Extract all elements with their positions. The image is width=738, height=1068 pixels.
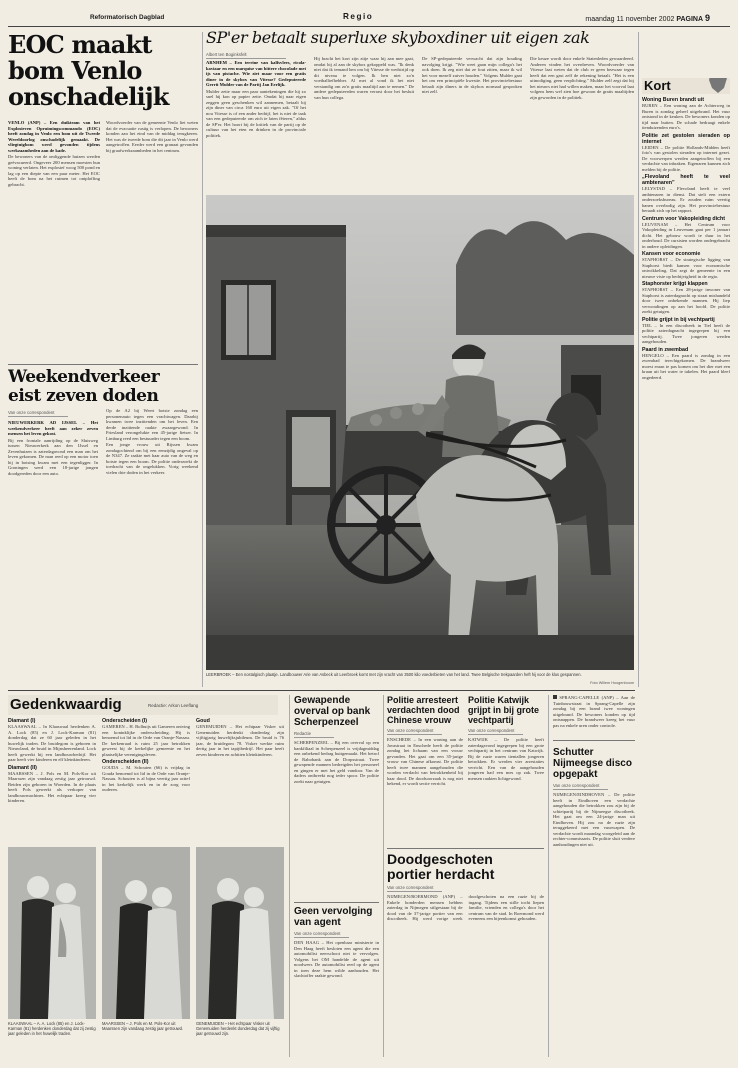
skybox-byline: Albert ten Boginksfelt: [206, 52, 286, 59]
gedenk-col3: Goud GENEMUIDEN – Het echtpaar Visker uit Genemuiden herdenkt donderdag zijn vijftigjarig huwelijksjubileum. De bruid is 76 jaar, de bruidegom 78. Visker werkte ruim dertig jaar in het tapijtbedrijf. Het paar heeft zeven kinderen en achttien kleinkinderen.: [196, 718, 284, 757]
article-dood: [387, 852, 544, 1057]
gedenk-header: [8, 695, 278, 715]
bottom-top-rule: [8, 690, 635, 691]
schutter-text: NIJMEGEN/EINDHOVEN – De politie heeft in Eindhoven een verdachte aangehouden die betrokken zou zijn bij de schietpartij bij de Nijmeegse discotheek. Het gaat om een 24-jarige man uit Eindhoven. Hij zou na de ruzie zijn teruggekeerd met een vuurwapen. De verdachte wordt maandag voorgeleid aan de rechter-commissaris. De politie sluit verdere aanhoudingen niet uit.: [553, 792, 635, 847]
venlo-col1: VENLO (ANP) – Een duikteam van het Explosieven Opruimingscommando (EOC) heeft zondag in Venlo een bom uit de Tweede Wereldoorlog onschadelijk gemaakt. De vliegtuigbom werd gevonden tijdens werkzaamheden aan de kade. De bewoners van de omliggende huizen werden geëvacueerd. Ongeveer 200 mensen moesten hun woning verlaten. Het explosief woog 500 pond en lag op een diepte van een paar meter. Het EOC heeft de bom na het ruimen tot ontploffing gebracht.: [8, 120, 100, 187]
gedenk-caption-klaaswaal: KLAASWAAL – A. A. Lock (85) en J. Lock-Karman (81) herdenken donderdag dat zij zestig jaar geleden in het huwelijk traden.: [8, 1021, 96, 1036]
article-sprang: SPRANG-CAPELLE (ANP) – Aan de Tuinbouwstraat in Sprang-Capelle zijn zondag bij een brand twee woningen uitgebrand. De bewoners konden op tijd ontsnappen. De brandweer kreeg het vuur pas na enkele uren onder controle.: [553, 695, 635, 728]
divider-v2: [638, 32, 639, 687]
weekend-headline: Weekendverkeer eist zeven doden: [8, 368, 160, 406]
politie1-headline: Politie arresteert verdachten dood Chinese vrouw: [387, 695, 460, 725]
masthead-rule: [8, 26, 730, 27]
photo-farmer-horses: [206, 195, 634, 670]
skybox-headline: SP'er betaalt superluxe skyboxdiner uit eigen zak: [206, 28, 590, 47]
skybox-col3: De SP-gedeputeerde verwacht dat zijn houding navolging krijgt. "Wie weet gaan mijn collega's het ook doen. Ik zeg niet dat ze fout zitten, maar ik wil het voor mezelf zuiver houden." Volgens Mulder gaat het om een principiële kwestie. Het provinciebestuur betaalt zijn diners in de skybox normaal gesproken niet zelf.: [422, 56, 522, 94]
article-politie2: [468, 695, 544, 835]
photo-main-caption: LEERBROEK – Een nostalgisch plaatje. Landbouwer Arie van Asbeck uit Leerbroek komt met zijn vracht van 3500 kilo voederbieten van het land. Twee Belgische trekpaarden heft hij voor de klus gespannen. Foto Willem Hoogenboom: [206, 672, 634, 685]
gedenk-title: Gedenkwaardig: [10, 696, 122, 713]
gedenk-caption-maarssen: MAARSSEN – J. Pols en M. Pols-Kor uit Maarssen zijn vandaag zestig jaar getrouwd.: [102, 1021, 184, 1031]
geen-text: DEN HAAG – Het openbaar ministerie in Den Haag heeft besloten een agent die een automobilist neerschoot niet te vervolgen. Volgens het OM handelde de agent uit noodweer. De automobilist reed op de agent in toen deze hem wilde aanhouden. Het slachtoffer raakte gewond.: [294, 940, 379, 978]
weekend-col1: NIEUWERKERK AD IJSSEL – Het weekendverkeer heeft aan zeker zeven mensen het leven gekost. Bij een frontale aanrijding op de Sluisweg tussen Nieuwerkerk aan den IJssel en Zevenhuizen is zaterdagavond een man om het leven gekomen. De man reed op een motor toen hij in botsing kwam met een tegenligger. In Groningen werd een 18-jarige jongen doodgereden door een auto.: [8, 420, 98, 476]
divider-geen: [294, 902, 379, 903]
kort-list: [642, 97, 730, 1057]
divider-schutter: [553, 740, 635, 741]
gedenk-caption-genemuiden: GENEMUIDEN – Het echtpaar Visker uit Genemuiden herdenkt donderdag dat zij vijftig jaar getrouwd zijn.: [196, 1021, 280, 1036]
venlo-headline: EOC maakt bom Venlo onschadelijk: [8, 32, 169, 111]
dood-text: NIJMEGEN/ROERMOND (ANP) – Enkele honderden mensen hebben zaterdag in Nijmegen stilgestaan bij de dood van de 37-jarige portier van een discotheek. Hij werd vorige week doodgeschoten na een ruzie bij de ingang. Tijdens een stille tocht liepen familie, vrienden en collega's door het centrum van de stad. In Roermond werd eveneens een bijeenkomst gehouden.: [387, 894, 544, 921]
article-weekend: [8, 368, 198, 684]
gedenk-photo-klaaswaal: [8, 847, 96, 1019]
politie1-byline: Van onze correspondent: [387, 728, 442, 735]
gedenk-col2: Onderscheiden (I) GAMEREN – H. Bolhuijs uit Gameren ontving een koninklijke onderscheiding. Hij is benoemd tot lid in de Orde van Oranje-Nassau. De kerkenraad is ruim 25 jaar betrokken geweest bij de kerkelijke gemeente en het plaatselijke verenigingsleven. Onderscheiden (II) GOUDA – M. Schouten (66) is vrijdag in Gouda benoemd tot lid in de Orde van Oranje-Nassau. Schouten is al bijna veertig jaar actief in het kerkelijk werk en in de zorg voor ouderen.: [102, 718, 190, 792]
politie2-headline: Politie Katwijk grijpt in bij grote vechtpartij: [468, 695, 539, 725]
photo-farmer-horses-graphic: [206, 195, 634, 670]
politie2-byline: Van onze correspondent: [468, 728, 523, 735]
gedenk-col1: Diamant (I) KLAASWAAL – In Klaaswaal herdenken A. A. Lock (85) en J. Lock-Karman (81) donderdag dat ze 60 jaar geleden in het huwelijk traden. De bruidegom is geboren in Nieuwland, de bruid in Mijnsheerenland. Lock heeft gewerkt bij een landbouwbedrijf. Het paar heeft vier kinderen en elf kleinkinderen. Diamant (II) MAARSSEN – J. Pols en M. Pols-Kor uit Maarssen zijn vandaag zestig jaar getrouwd. Beiden zijn geboren in Woerden. In de plaats heeft Pols gewerkt als verkoper van landbouwmachines. Het echtpaar kreeg vier kinderen.: [8, 718, 96, 803]
skybox-col1: ARNHEM – Een terrine van kalfsvlees, ricola-kaviaar en een marquise van bittere chocolade met ijs van pistache. Wie ziet maar voor een gratis diner in de skybox van Vitesse? Gedeputeerde Gerrit Mulder van de Partij Jan Eerlijk. Mulder zette maar een paar aantekeningen die hij zo snel hij kon op papier zette. Omdat hij naar eigen zeggen geen geschenken wil aannemen, betaalt hij zijn diner van circa 160 euro uit eigen zak. "Of het nou Vitesse is of een ander bedrijf, het is niet de taak van een gedeputeerde om zich te laten fêteren," aldus de SP'er. Het hoort bij de kritiek van de partij op de cultuur van het eten en drinken in de provinciale politiek.: [206, 60, 306, 138]
masthead-paper: Reformatorisch Dagblad: [90, 14, 165, 21]
venlo-col2: Woordvoerder van de gemeente Venlo liet weten dat de evacuatie rustig is verlopen. De bewoners konden aan het eind van de middag terugkeren. Het was de tweede bom die dit jaar in Venlo werd aangetroffen. Eerder werd een granaat gevonden bij graafwerkzaamheden in het centrum.: [106, 120, 198, 153]
divider-v1: [202, 32, 203, 687]
article-schutter: [553, 747, 635, 1057]
gedenk-editor: Redactie: Arkon Leeflang: [148, 703, 199, 708]
photo-main-credit: Foto Willem Hoogenboom: [590, 681, 634, 685]
politie1-text: ENSCHEDE – In een woning aan de Javastraat in Enschede heeft de politie zondag het lichaam van een vrouw gevonden. Het gaat om een 35-jarige vrouw van Chinese afkomst. De politie heeft twee mannen aangehouden die worden verdacht van betrokkenheid bij haar dood. De doodsoorzaak is nog niet bekend, er wordt sectie verricht.: [387, 737, 463, 786]
politie2-text: KATWIJK – De politie heeft zaterdagavond ingegrepen bij een grote vechtpartij in het centrum van Katwijk. Bij de ruzie waren tientallen jongeren betrokken. Er werden vier arrestaties verricht. Een van de aangehouden jongeren had een mes op zak. Twee mensen raakten lichtgewond.: [468, 737, 544, 781]
gewapende-headline: Gewapende overval op bank Scherpenzeel: [294, 695, 371, 728]
newspaper-page: [8, 12, 730, 1060]
sprang-bullet-icon: [553, 695, 557, 699]
skybox-col4: Die keuze wordt door enkele Statenleden gewaardeerd. Anderen vinden het overdreven. Woordvoerder van Vitesse laat weten dat de club er geen bezwaar tegen heeft dat een gast zelf de rekening betaalt. "Het is een uitnodiging, geen verplichting." Mulder zelf zegt dat hij het nieuws niet had willen maken, maar het voorval laat volgens hem wel zien hoe gewoon de gratis maaltijden zijn geworden in de politiek.: [530, 56, 634, 100]
kort-header: [642, 78, 730, 94]
divider-v4: [383, 695, 384, 1057]
article-venlo: [8, 32, 198, 382]
masthead-date: maandag 11 november 2002 PAGINA 9: [585, 13, 710, 23]
gewapende-text: SCHERPENZEEL – Bij een overval op een bankfiliaal in Scherpenzeel is vrijdagmiddag een onbekend bedrag buitgemaakt. Het betrof de Rabobank aan de Dorpsstraat. Twee gewapende mannen bedreigden het personeel en gingen er met het geld vandoor. Van de daders ontbreekt nog ieder spoor. De politie zoekt naar getuigen.: [294, 740, 379, 784]
dood-headline: Doodgeschoten portier herdacht: [387, 852, 495, 882]
schutter-headline: Schutter Nijmeegse disco opgepakt: [553, 747, 632, 780]
kort-item-5: Staphorster krijgt klappen STAPHORST – Een 28-jarige inwoner van Staphorst is zaterdagnacht op straat mishandeld door twee onbekende mannen. Hij liep verwondingen op aan het hoofd. De politie zoekt getuigen.: [642, 281, 730, 314]
gedenk-photo-maarssen: [102, 847, 190, 1019]
divider-v3: [289, 695, 290, 1057]
kort-item-1: Politie zet gestolen sieraden op internet LEIDEN – De politie Hollands-Midden heeft foto's van gestolen sieraden op internet gezet. De voorwerpen werden aangetroffen bij een verdachte van inbraken. Eigenaren kunnen zich melden bij de politie.: [642, 132, 730, 172]
kort-title: Kort: [644, 78, 671, 93]
netherlands-map-icon: [706, 78, 728, 94]
masthead-section: Regio: [343, 12, 374, 21]
article-politie1: [387, 695, 463, 835]
gedenk-photo-genemuiden: [196, 847, 284, 1019]
geen-byline: Van onze correspondent: [294, 931, 349, 938]
kort-item-7: Paard in zwembad HENGELO – Een paard is zondag in een zwembad terechtgekomen. De brandweer moest eraan te pas komen om het dier met een kraan uit het water te takelen. Het paard bleef ongedeerd.: [642, 346, 730, 380]
weekend-byline: Van onze correspondent: [8, 410, 68, 417]
kort-item-0: Woning Buren brandt uit BUREN – Een woning aan de Achterweg in Buren is zondag geheel uitgebrand. Het vuur ontstond in de keuken. De bewoners konden op tijd naar buiten. De schade bedraagt enkele tienduizenden euro's.: [642, 97, 730, 130]
gewapende-byline: Redactie: [294, 731, 334, 738]
masthead: [8, 12, 730, 26]
divider-v5: [548, 695, 549, 1057]
kort-item-3: Centrum voor Vakopleiding dicht LEUVENAM – Het Centrum voor Vakopleiding in Leuvenam gaat per 1 januari dicht. Het gebouw wordt te duur in het onderhoud. De cursisten worden ondergebracht in andere opleidingen.: [642, 215, 730, 249]
geen-headline: Geen vervolging van agent: [294, 906, 373, 928]
kort-item-6: Politie grijpt in bij vechtpartij TIEL – In een discotheek in Tiel heeft de politie zaterdagnacht ingegrepen bij een vechtpartij. Twee jongeren werden aangehouden.: [642, 316, 730, 344]
kort-item-2: „Flevoland heeft te veel ambtenaren” LELYSTAD – Flevoland heeft te veel ambtenaren in dienst. Dat stelt een extern onderzoeksbureau. Er zouden ruim veertig banen overbodig zijn. Het provinciebestuur beraadt zich op het rapport.: [642, 174, 730, 213]
article-gewapende: [294, 695, 379, 905]
kort-item-4: Kansen voor economie STAPHORST – De strategische ligging van Staphorst biedt kansen voor economische ontwikkeling. Dat zegt de gemeente in een nieuwe visie op bedrijvigheid in de regio.: [642, 251, 730, 279]
divider-dood: [387, 848, 544, 849]
schutter-byline: Van onze correspondent: [553, 783, 608, 790]
article-geen: [294, 906, 379, 1056]
dood-byline: Van onze correspondent: [387, 885, 442, 892]
divider-weekend: [8, 364, 198, 365]
skybox-col2: Hij bracht het kort zijn zitje waar hij aan mee gaat, omdat hij al aan de skybox gekoppeld was. "Ik denk niet dat ik iemand ben om bij Vitesse de wedstrijd op dit niveau te volgen. Ik ben niet zo'n voetballiefhebber. Al met al vond ik het niet verstandig om zo'n gratis maaltijd aan te nemen." De andere gedeputeerden waren verrast door het besluit van hun collega.: [314, 56, 414, 100]
weekend-col2: Op de A2 bij Weert botste zondag een personenauto tegen een vrachtwagen. Daarbij kwamen twee inzittenden om het leven. Een derde inzittende raakte zwaargewond. In Friesland verongelukte een 45-jarige fietser. In Limburg reed een bestuurder tegen een boom. Een jonge vrouw uit Rijssen kwam zondagochtend om bij een eenzijdig ongeval op de N347. Ze raakte met haar auto van de weg en botste tegen een boom. De politie onderzoekt de toedracht van de ongelukken. Vorig weekend vielen drie doden in het verkeer.: [106, 408, 198, 475]
